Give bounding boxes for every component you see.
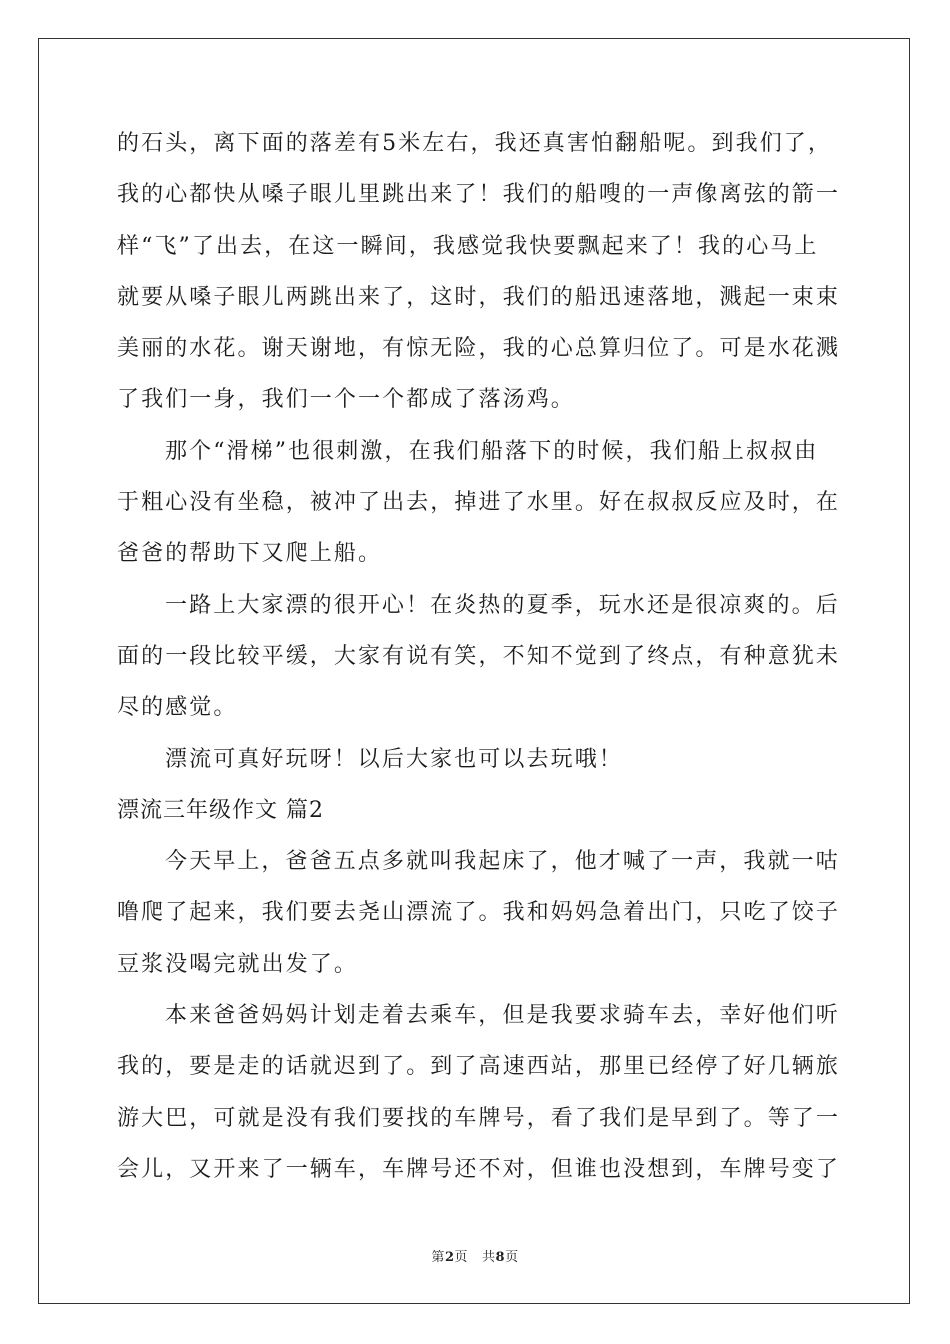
text-line: 尽的感觉。 (117, 695, 238, 721)
text-line: 就要从嗓子眼儿两跳出来了，这时，我们的船迅速落地，溅起一束束 (117, 284, 841, 310)
text-line: 今天早上，爸爸五点多就叫我起床了，他才喊了一声，我就一咕 (165, 849, 840, 875)
text-line: 我的心都快从嗓子眼儿里跳出来了！我们的船嗖的一声像离弦的箭一 (117, 182, 841, 208)
text-line: 噜爬了起来，我们要去尧山漂流了。我和妈妈急着出门，只吃了饺子 (117, 900, 841, 926)
footer-total-prefix: 共 (482, 1250, 496, 1265)
footer-page-current: 2 (444, 1250, 455, 1265)
text-line: 豆浆没喝完就出发了。 (117, 951, 359, 977)
text-line: 会儿，又开来了一辆车，车牌号还不对，但谁也没想到，车牌号变了 (117, 1156, 841, 1182)
footer-total-suffix: 页 (505, 1250, 519, 1265)
text-line: 爸爸的帮助下又爬上船。 (117, 541, 383, 567)
section-heading: 漂流三年级作文 篇2 (117, 797, 324, 823)
text-line: 一路上大家漂的很开心！在炎热的夏季，玩水还是很凉爽的。后 (165, 592, 840, 618)
text-line: 面的一段比较平缓，大家有说有笑，不知不觉到了终点，有种意犹未 (117, 643, 841, 669)
text-line: 样“飞”了出去，在这一瞬间，我感觉我快要飘起来了！我的心马上 (117, 233, 819, 259)
footer-page-suffix: 页 (454, 1250, 468, 1265)
document-body (117, 118, 841, 1195)
text-line: 于粗心没有坐稳，被冲了出去，掉进了水里。好在叔叔反应及时，在 (117, 490, 841, 516)
text-line: 本来爸爸妈妈计划走着去乘车，但是我要求骑车去，幸好他们听 (165, 1003, 840, 1029)
text-line: 的石头，离下面的落差有5米左右，我还真害怕翻船呢。到我们了， (117, 131, 832, 156)
text-line: 那个“滑梯”也很刺激，在我们船落下的时候，我们船上叔叔由 (165, 438, 819, 464)
footer-page-total: 8 (495, 1250, 506, 1265)
text-line: 了我们一身，我们一个一个都成了落汤鸡。 (117, 387, 575, 413)
page-footer (0, 1246, 950, 1265)
text-line: 美丽的水花。谢天谢地，有惊无险，我的心总算归位了。可是水花溅 (117, 336, 841, 362)
footer-page-prefix: 第 (431, 1250, 445, 1265)
text-line: 漂流可真好玩呀！以后大家也可以去玩哦！ (165, 746, 623, 772)
text-line: 我的，要是走的话就迟到了。到了高速西站，那里已经停了好几辆旅 (117, 1054, 841, 1080)
text-line: 游大巴，可就是没有我们要找的车牌号，看了我们是早到了。等了一 (117, 1105, 841, 1131)
